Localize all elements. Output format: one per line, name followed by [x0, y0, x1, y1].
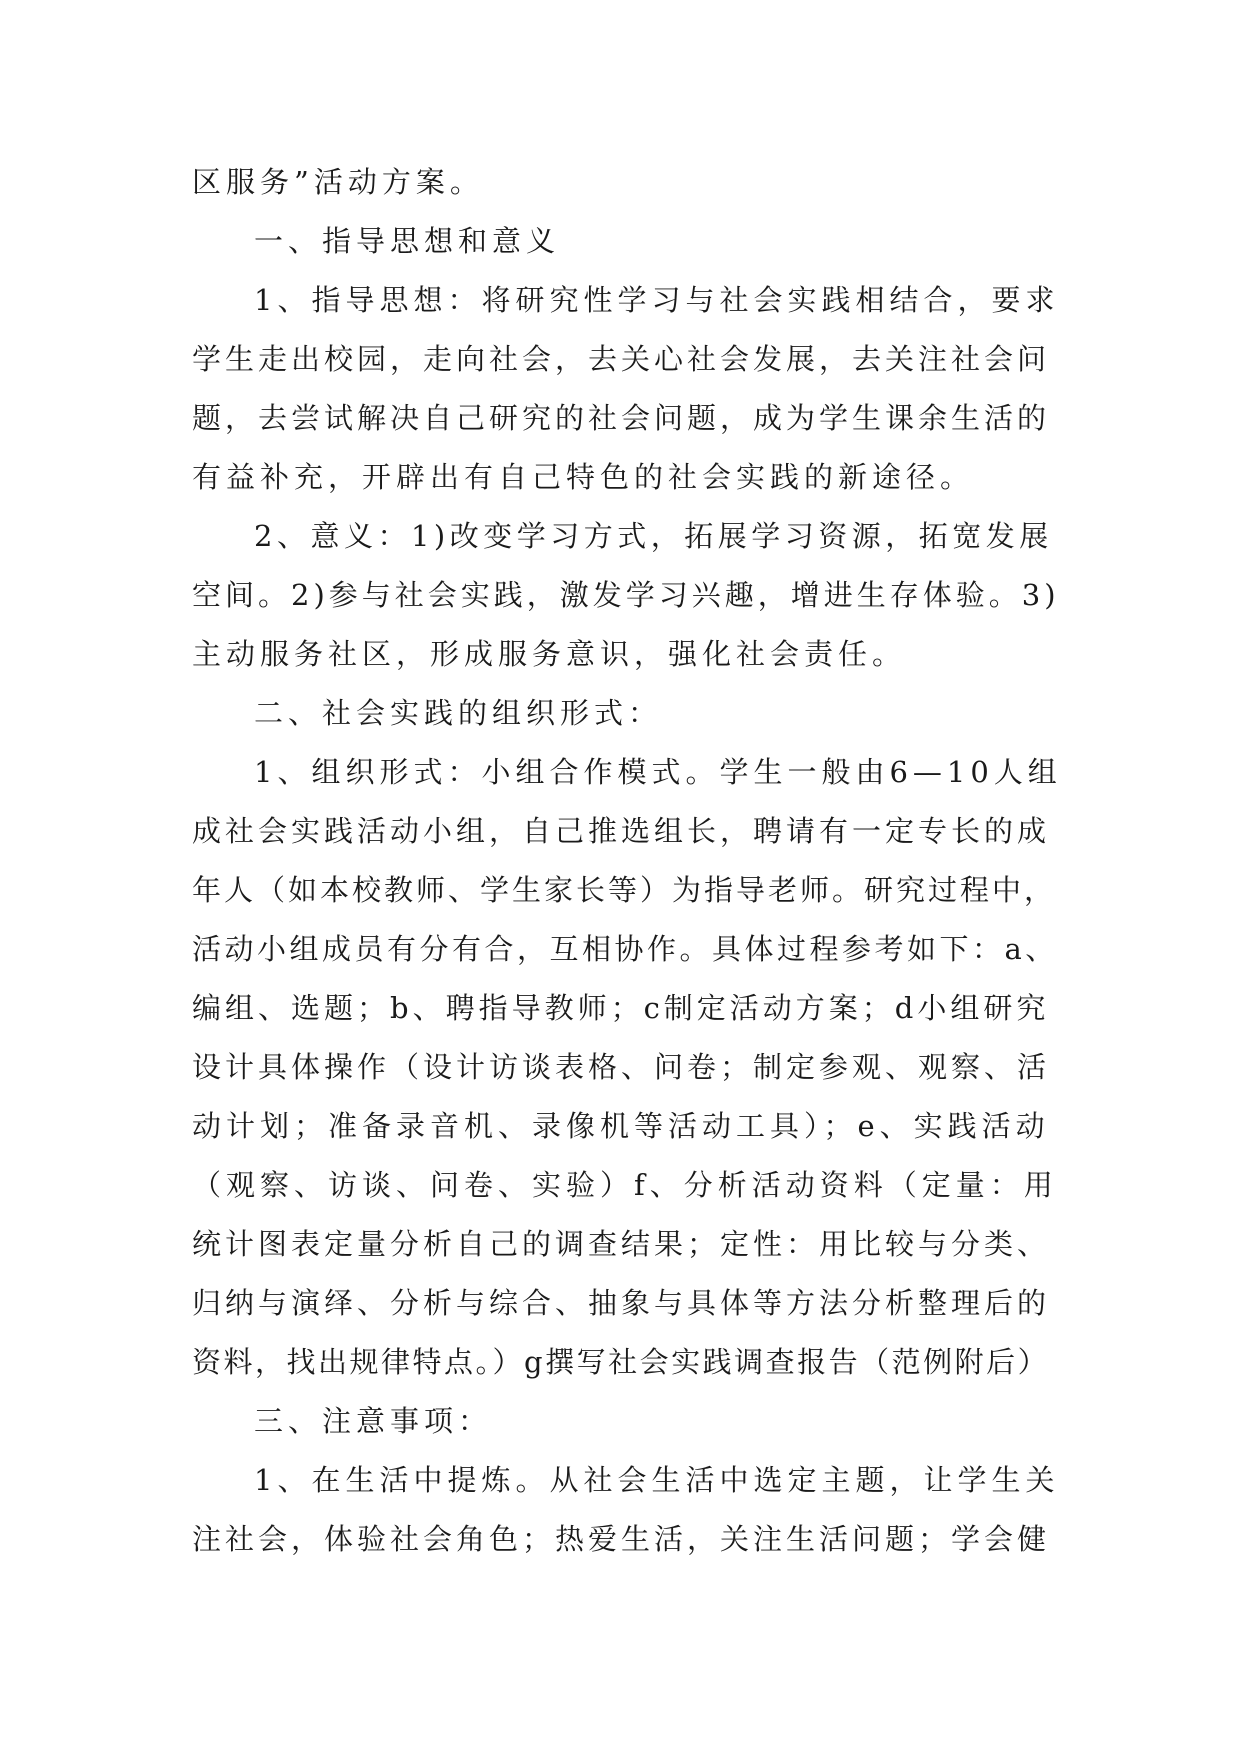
text-line: 三、注意事项： [254, 1404, 493, 1438]
text-line: 2、意义：1)改变学习方式，拓展学习资源，拓宽发展 [254, 519, 1053, 553]
text-line: 设计具体操作（设计访谈表格、问卷；制定参观、观察、活 [192, 1050, 1051, 1084]
text-line: 1、在生活中提炼。从社会生活中选定主题，让学生关 [254, 1463, 1060, 1497]
text-line: 题，去尝试解决自己研究的社会问题，成为学生课余生活的 [192, 401, 1051, 435]
text-line: 编组、选题；b、聘指导教师；c制定活动方案；d小组研究 [192, 991, 1050, 1025]
text-line: 注社会，体验社会角色；热爱生活，关注生活问题；学会健 [192, 1522, 1051, 1556]
text-line: 动计划；准备录音机、录像机等活动工具）；e、实践活动 [192, 1109, 1050, 1143]
text-line: 活动小组成员有分有合，互相协作。具体过程参考如下：a、 [192, 932, 1058, 966]
text-line: 成社会实践活动小组，自己推选组长，聘请有一定专长的成 [192, 814, 1051, 848]
text-line: 统计图表定量分析自己的调查结果；定性：用比较与分类、 [192, 1227, 1051, 1261]
text-line: 资料，找出规律特点。）g撰写社会实践调查报告（范例附后） [192, 1345, 1050, 1379]
text-line: 主动服务社区，形成服务意识，强化社会责任。 [192, 637, 907, 671]
document-body [192, 153, 1062, 1569]
text-line: 空间。2)参与社会实践，激发学习兴趣，增进生存体验。3) [192, 578, 1060, 612]
text-line: 归纳与演绎、分析与综合、抽象与具体等方法分析整理后的 [192, 1286, 1051, 1320]
text-line: 1、组织形式：小组合作模式。学生一般由6—10人组 [254, 755, 1062, 789]
text-line: 年人（如本校教师、学生家长等）为指导老师。研究过程中， [192, 873, 1057, 907]
text-line: 二、社会实践的组织形式： [254, 696, 663, 730]
text-line: 区服务”活动方案。 [192, 165, 484, 199]
text-line: 1、指导思想：将研究性学习与社会实践相结合，要求 [254, 283, 1060, 317]
text-line: 一、指导思想和意义 [254, 224, 561, 258]
text-line: 有益补充，开辟出有自己特色的社会实践的新途径。 [192, 460, 975, 494]
text-line: 学生走出校园，走向社会，去关心社会发展，去关注社会问 [192, 342, 1051, 376]
text-line: （观察、访谈、问卷、实验）f、分析活动资料（定量：用 [192, 1168, 1058, 1202]
